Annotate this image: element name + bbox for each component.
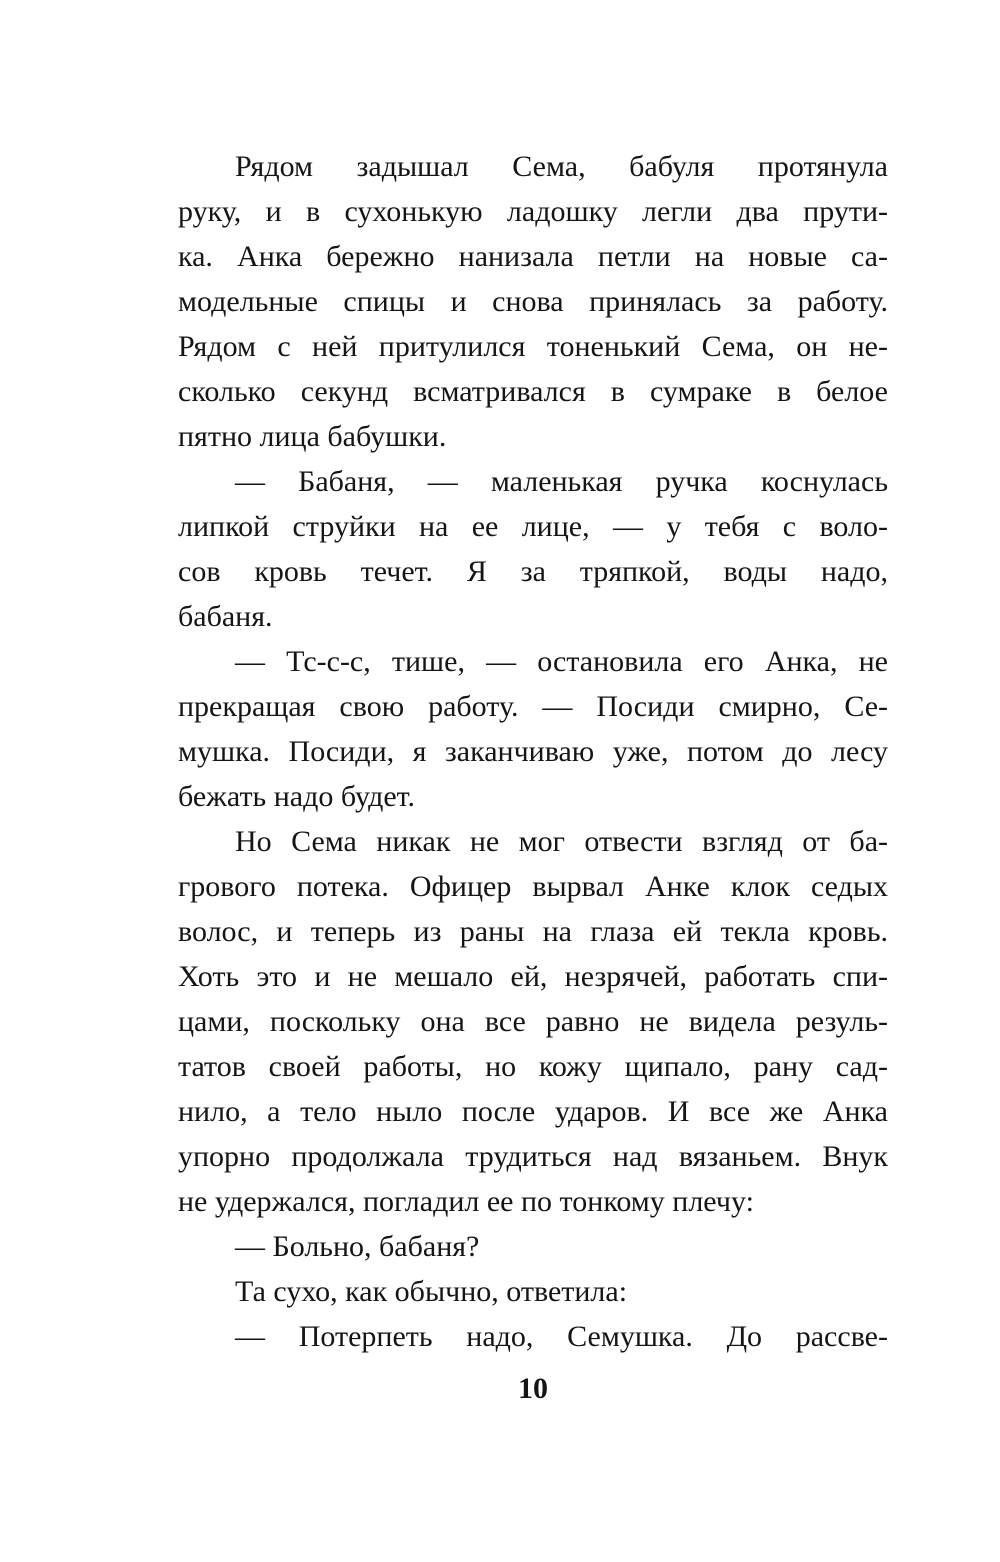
page-number: 10 <box>518 1372 548 1405</box>
text-line: Рядом с ней притулился тоненький Сема, он не- <box>178 330 888 363</box>
text-line: нило, а тело ныло после ударов. И все же Анка <box>178 1095 888 1128</box>
text-line: — Тс-с-с, тише, — остановила его Анка, не <box>235 645 888 678</box>
paragraph <box>178 459 888 639</box>
paragraph <box>178 1269 888 1314</box>
text-line: цами, поскольку она все равно не видела резуль- <box>178 1005 888 1038</box>
text-line: бежать надо будет. <box>178 780 416 813</box>
text-line: не удержался, погладил ее по тонкому плечу: <box>178 1185 754 1218</box>
text-line: — Больно, бабаня? <box>235 1230 480 1263</box>
text-line: сколько секунд всматривался в сумраке в белое <box>178 375 888 408</box>
paragraph <box>178 144 888 459</box>
paragraph <box>178 639 888 819</box>
text-line: татов своей работы, но кожу щипало, рану сад- <box>178 1050 888 1083</box>
paragraph <box>178 1224 888 1269</box>
text-line: ка. Анка бережно нанизала петли на новые са- <box>178 240 888 273</box>
text-line: — Потерпеть надо, Семушка. До рассве- <box>235 1320 888 1353</box>
text-line: Но Сема никак не мог отвести взгляд от ба- <box>235 825 888 858</box>
text-line: бабаня. <box>178 600 273 633</box>
text-line: Та сухо, как обычно, ответила: <box>235 1275 628 1308</box>
text-line: упорно продолжала трудиться над вязаньем. Внук <box>178 1140 888 1173</box>
text-line: пятно лица бабушки. <box>178 420 447 453</box>
paragraph <box>178 819 888 1224</box>
text-line: руку, и в сухонькую ладошку легли два прути- <box>178 195 888 228</box>
text-line: модельные спицы и снова принялась за работу. <box>178 285 888 318</box>
paragraph <box>178 1314 888 1359</box>
text-line: Хоть это и не мешало ей, незрячей, работать спи- <box>178 960 888 993</box>
text-line: мушка. Посиди, я заканчиваю уже, потом до лесу <box>178 735 888 768</box>
text-line: грового потека. Офицер вырвал Анке клок седых <box>178 870 888 903</box>
text-line: сов кровь течет. Я за тряпкой, воды надо, <box>178 555 888 588</box>
text-line: волос, и теперь из раны на глаза ей текла кровь. <box>178 915 888 948</box>
text-line: Рядом задышал Сема, бабуля протянула <box>235 150 888 183</box>
text-line: — Бабаня, — маленькая ручка коснулась <box>235 465 888 498</box>
text-line: липкой струйки на ее лице, — у тебя с воло- <box>178 510 888 543</box>
text-block <box>178 144 888 1359</box>
text-line: прекращая свою работу. — Посиди смирно, Се- <box>178 690 888 723</box>
